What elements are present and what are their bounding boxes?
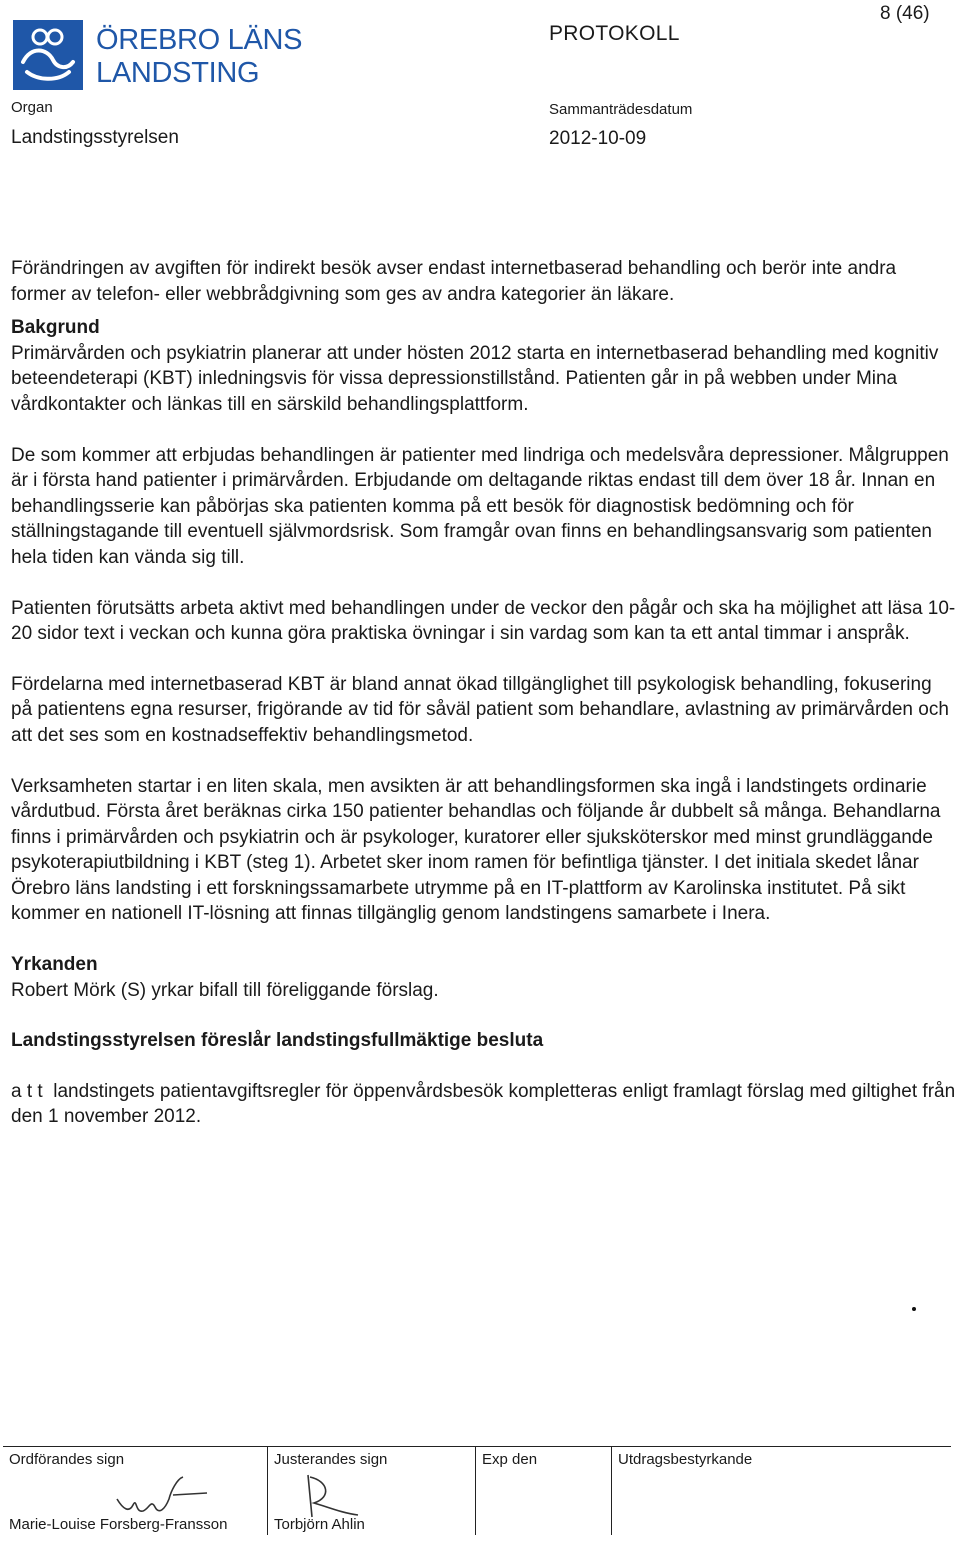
stray-dot bbox=[912, 1307, 916, 1311]
landsting-logo-icon bbox=[13, 20, 83, 90]
page-number: 8 (46) bbox=[880, 3, 930, 24]
bakgrund-paragraph-2: De som kommer att erbjudas behandlingen är patienter med lindriga och medelsvåra depressioner. Målgruppen är i första hand patienter i primärvården. Erbjudande om deltagande riktas endast till dem över 18 år. Innan en behandlingsserie kan påbörjas ska patienten komma på ett besök för diagnostisk bedömning och för ställningstagande till eventuell självmordsrisk. Som framgår ovan finns en behandlingsansvarig som patienten hela tiden kan vända sig till. bbox=[11, 444, 949, 568]
adjuster-name: Torbjörn Ahlin bbox=[274, 1516, 365, 1533]
adjuster-sign-label: Justerandes sign bbox=[274, 1451, 388, 1468]
bakgrund-paragraph-3: Patienten förutsätts arbeta aktivt med behandlingen under de veckor den pågår och ska ha möjlighet att läsa 10-20 sidor text i veckan och kunna göra praktiska övningar i sin vardag som kan ta ett antal timmar i anspråk. bbox=[11, 597, 956, 645]
decision-paragraph: a t t landstingets patientavgiftsregler för öppenvårdsbesök kompletteras enligt framlagt förslag med giltighet från den 1 november 2012. bbox=[11, 1080, 960, 1128]
body-text bbox=[11, 256, 960, 1130]
signature-table bbox=[3, 1446, 951, 1535]
exp-label: Exp den bbox=[482, 1451, 538, 1468]
exp-cell bbox=[475, 1447, 612, 1535]
extract-cell bbox=[611, 1447, 952, 1535]
org-name-line-1: ÖREBRO LÄNS bbox=[96, 24, 303, 56]
bakgrund-paragraph-5: Verksamheten startar i en liten skala, men avsikten är att behandlingsformen ska ingå i landstingets ordinarie vårdutbud. Första året beräknas cirka 150 patienter behandlas och följande år dubbelt så många. Behandlarna finns i primärvården och psykiatrin och är psykologer, kuratorer eller sjuksköterskor med minst grundläggande psykoterapiutbildning i KBT (steg 1). Arbetet sker inom ramen för befintliga tjänster. I det initiala skedet lånar Örebro läns landsting i ett forskningssamarbete utrymme på en IT-plattform av Karolinska institutet. På sikt kommer en nationell IT-lösning att finnas tillgänglig genom landstingens samarbete i Inera. bbox=[11, 775, 941, 925]
meeting-date: 2012-10-09 bbox=[549, 128, 647, 149]
adjuster-sign-cell bbox=[267, 1447, 476, 1535]
date-label: Sammanträdesdatum bbox=[549, 101, 693, 118]
chair-sign-label: Ordförandes sign bbox=[9, 1451, 125, 1468]
yrkanden-paragraph: Robert Mörk (S) yrkar bifall till föreliggande förslag. bbox=[11, 979, 439, 1001]
document-type: PROTOKOLL bbox=[549, 22, 680, 45]
bakgrund-paragraph-1: Primärvården och psykiatrin planerar att under hösten 2012 starta en internetbaserad behandling med kognitiv beteendeterapi (KBT) inledningsvis för vissa depressionstillstånd. Patienten går in på webben under Mina vårdkontakter och länkas till en särskild behandlingsplattform. bbox=[11, 342, 939, 415]
yrkanden-heading: Yrkanden bbox=[11, 954, 98, 976]
intro-paragraph: Förändringen av avgiften för indirekt besök avser endast internetbaserad behandling och berör inte andra former av telefon- eller webbrådgivning som ges av andra kategorier än läkare. bbox=[11, 258, 897, 305]
org-name-line-2: LANDSTING bbox=[96, 57, 260, 89]
chair-sign-cell bbox=[3, 1447, 267, 1535]
org-name bbox=[96, 24, 302, 90]
decision-heading: Landstingsstyrelsen föreslår landstingsfullmäktige besluta bbox=[11, 1030, 544, 1052]
bakgrund-heading: Bakgrund bbox=[11, 317, 100, 339]
bakgrund-paragraph-4: Fördelarna med internetbaserad KBT är bland annat ökad tillgänglighet till psykologisk behandling, fokusering på patientens egna resurser, frigörande av tid för såväl patient som behandlare, avlastning av primärvården och att det ses som en kostnadseffektiv behandlingsmetod. bbox=[11, 673, 949, 746]
extract-label: Utdragsbestyrkande bbox=[618, 1451, 753, 1468]
organ-value: Landstingsstyrelsen bbox=[11, 127, 179, 148]
chair-name: Marie-Louise Forsberg-Fransson bbox=[9, 1516, 228, 1533]
organ-label: Organ bbox=[11, 99, 53, 116]
